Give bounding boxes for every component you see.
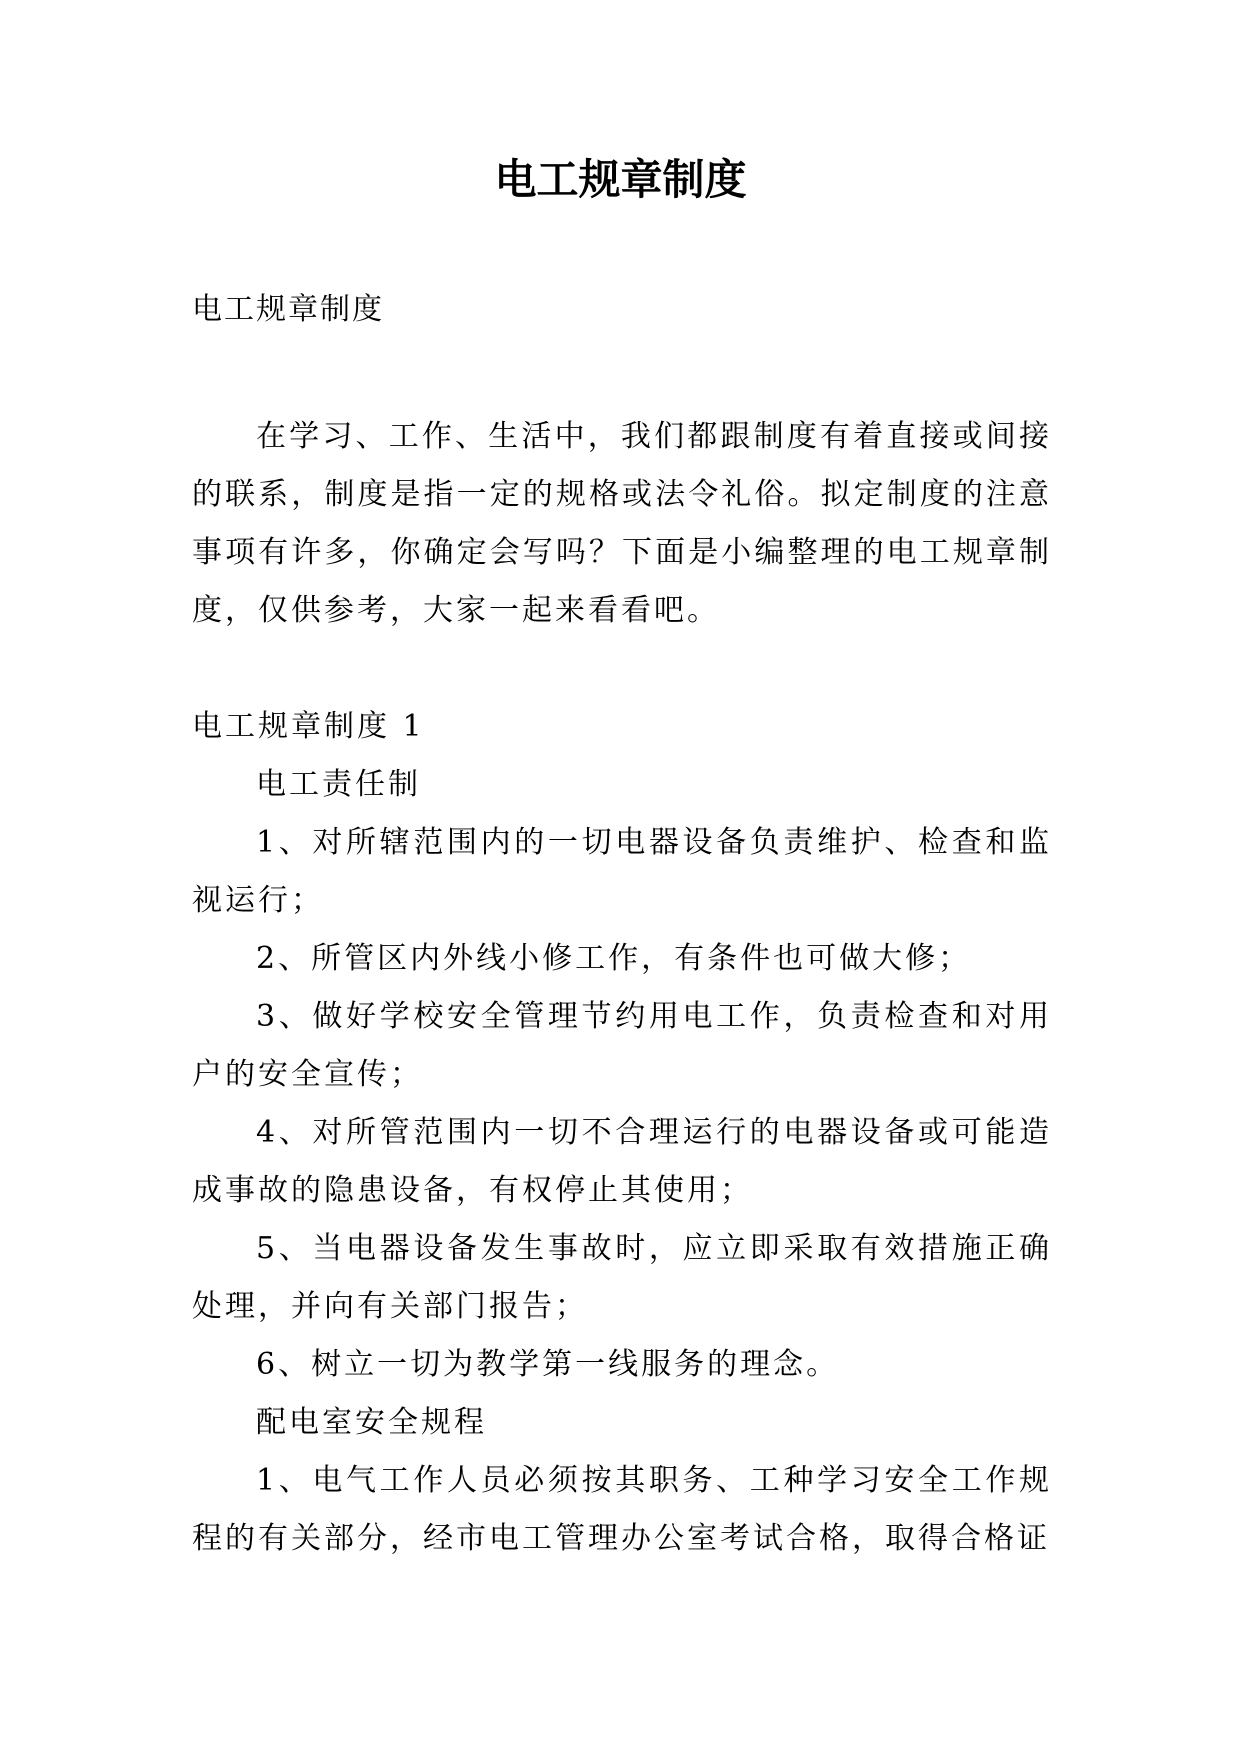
responsibility-item-5: 5、当电器设备发生事故时，应立即采取有效措施正确处理，并向有关部门报告； — [192, 1231, 1052, 1324]
intro-paragraph: 在学习、工作、生活中，我们都跟制度有着直接或间接的联系，制度是指一定的规格或法令礼俗。拟定制度的注意事项有许多，你确定会写吗？下面是小编整理的电工规章制度，仅供参考，大家一起来看看吧。 — [192, 419, 1052, 628]
document-title: 电工规章制度 — [494, 155, 747, 204]
safety-heading: 配电室安全规程 — [256, 1405, 487, 1440]
document-subtitle: 电工规章制度 — [192, 292, 384, 327]
section-heading: 电工规章制度 1 — [192, 709, 425, 744]
responsibility-item-3: 3、做好学校安全管理节约用电工作，负责检查和对用户的安全宣传； — [192, 999, 1052, 1092]
responsibility-heading: 电工责任制 — [256, 767, 421, 802]
responsibility-item-6: 6、树立一切为教学第一线服务的理念。 — [256, 1347, 840, 1382]
responsibility-item-1: 1、对所辖范围内的一切电器设备负责维护、检查和监视运行； — [192, 825, 1052, 918]
responsibility-item-2: 2、所管区内外线小修工作，有条件也可做大修； — [256, 941, 972, 976]
responsibility-item-4: 4、对所管范围内一切不合理运行的电器设备或可能造成事故的隐患设备，有权停止其使用； — [192, 1115, 1052, 1208]
section-1 — [192, 698, 1052, 1568]
safety-item-1: 1、电气工作人员必须按其职务、工种学习安全工作规程的有关部分，经市电工管理办公室考试合格，取得合格证 — [192, 1463, 1052, 1556]
